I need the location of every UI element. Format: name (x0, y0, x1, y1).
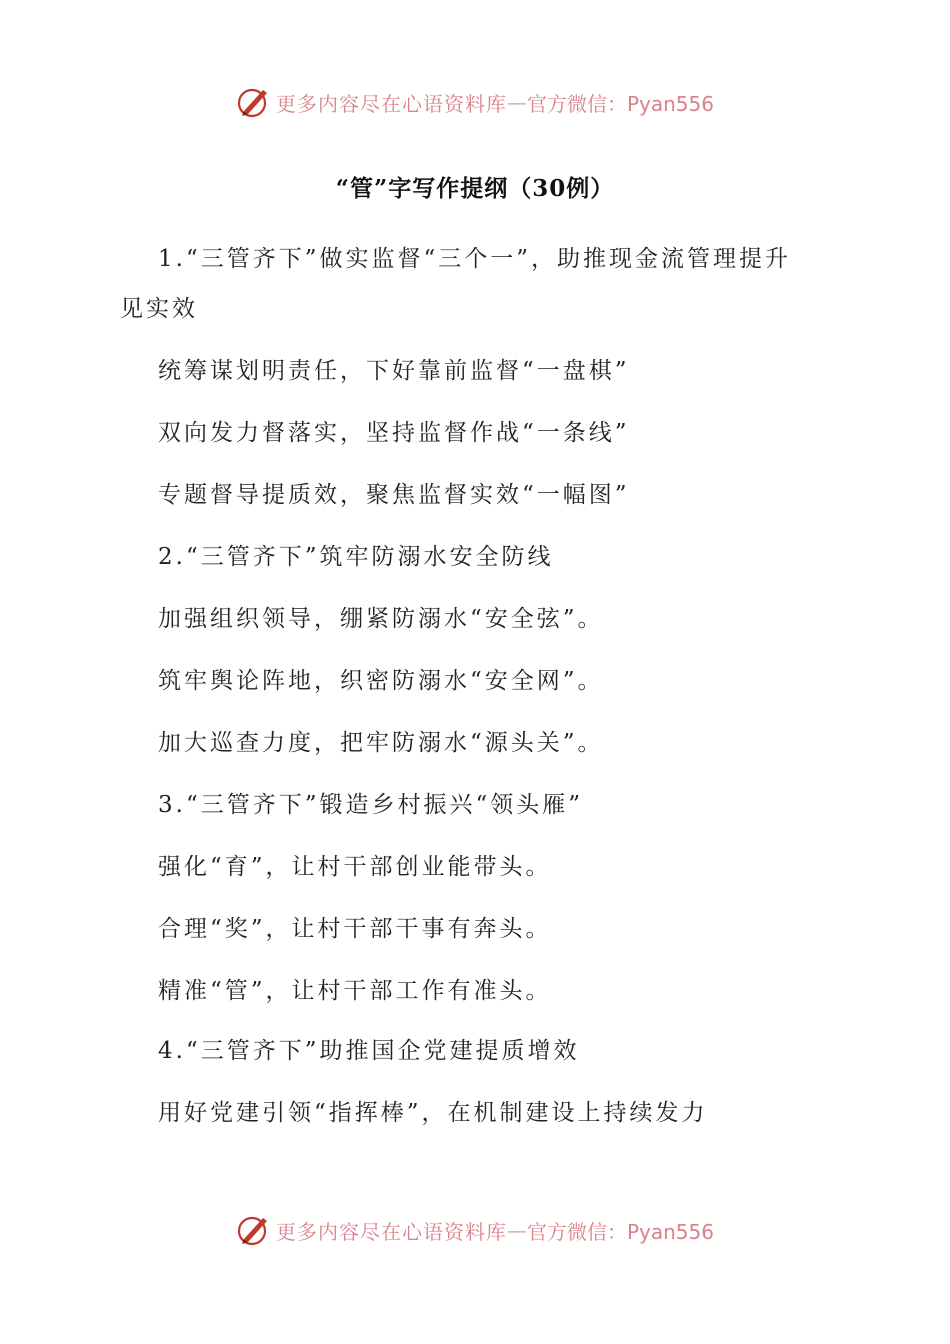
outline-item: 合理“奖”，让村干部干事有奔头。 (158, 916, 552, 942)
outline-item: 用好党建引领“指挥棒”，在机制建设上持续发力 (158, 1100, 708, 1126)
outline-item: 强化“育”，让村干部创业能带头。 (158, 854, 552, 880)
document-title: “管”字写作提纲（30例） (335, 175, 615, 202)
pen-circle-icon (236, 1212, 272, 1248)
outline-item: 加大巡查力度，把牢防溺水“源头关”。 (158, 730, 604, 756)
pen-circle-icon (236, 84, 272, 120)
section-heading-2: 2.“三管齐下”筑牢防溺水安全防线 (158, 544, 554, 570)
section-heading-1-continued: 见实效 (120, 296, 198, 322)
header-banner (0, 80, 950, 124)
banner-contact: 官方微信：Pyan556 (526, 91, 714, 116)
banner-text: 更多内容尽在心语资料库 (275, 91, 507, 116)
section-heading-1: 1.“三管齐下”做实监督“三个一”，助推现金流管理提升 (158, 246, 791, 272)
outline-item: 双向发力督落实，坚持监督作战“一条线” (158, 420, 630, 446)
section-heading-3: 3.“三管齐下”锻造乡村振兴“领头雁” (158, 792, 583, 818)
banner-separator: — (506, 90, 527, 114)
outline-item: 筑牢舆论阵地，织密防溺水“安全网”。 (158, 668, 604, 694)
banner-contact: 官方微信：Pyan556 (526, 1219, 714, 1244)
footer-banner (0, 1208, 950, 1252)
section-heading-4: 4.“三管齐下”助推国企党建提质增效 (158, 1038, 580, 1064)
banner-text: 更多内容尽在心语资料库 (275, 1219, 507, 1244)
outline-item: 加强组织领导，绷紧防溺水“安全弦”。 (158, 606, 604, 632)
outline-item: 统筹谋划明责任，下好靠前监督“一盘棋” (158, 358, 630, 384)
banner-separator: — (506, 1218, 527, 1242)
outline-item: 精准“管”，让村干部工作有准头。 (158, 978, 552, 1004)
outline-item: 专题督导提质效，聚焦监督实效“一幅图” (158, 482, 630, 508)
